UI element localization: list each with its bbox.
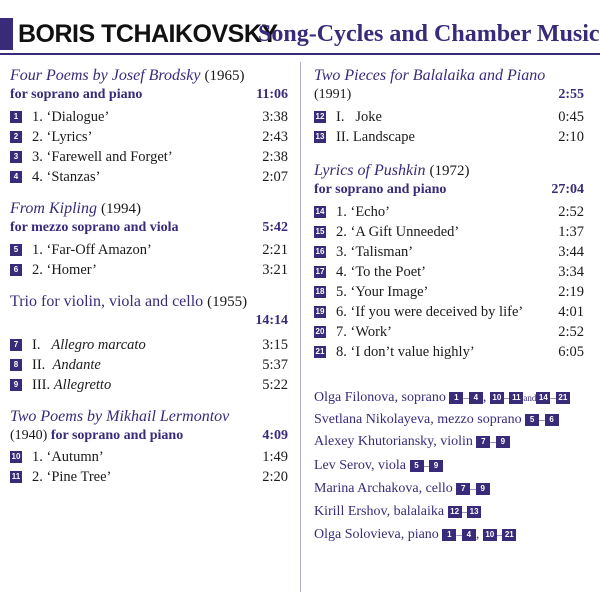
track-number: 14 bbox=[315, 207, 325, 216]
work-instrumentation: for mezzo soprano and viola bbox=[10, 220, 179, 235]
track-duration: 4:01 bbox=[558, 304, 584, 320]
track-duration: 5:37 bbox=[262, 357, 288, 373]
range-dash: – bbox=[423, 460, 430, 472]
track-title: 2. ‘A Gift Unneeded’ bbox=[336, 224, 460, 240]
track-number: 6 bbox=[10, 264, 22, 276]
track-badge: 7 bbox=[456, 483, 470, 495]
track-title: 3. ‘Farewell and Forget’ bbox=[32, 149, 173, 165]
range-dash: – bbox=[456, 529, 462, 541]
movement-tempo: Allegro marcato bbox=[51, 337, 146, 353]
album-subtitle: Song-Cycles and Chamber Music bbox=[258, 21, 600, 47]
track-duration: 1:37 bbox=[558, 224, 584, 240]
header-divider bbox=[0, 53, 600, 55]
track-number: 2 bbox=[10, 131, 22, 143]
track-title: I. Joke bbox=[336, 109, 382, 125]
work-date: (1991) bbox=[314, 87, 352, 102]
track-badge: 5 bbox=[525, 414, 539, 426]
work-title: Four Poems by Josef Brodsky bbox=[10, 67, 201, 84]
track-duration: 3:38 bbox=[262, 109, 288, 125]
track-title: 2. ‘Lyrics’ bbox=[32, 129, 93, 145]
work-total-time: 4:09 bbox=[262, 428, 288, 443]
work-date: (1940) bbox=[10, 428, 48, 443]
track-row[interactable] bbox=[314, 202, 584, 222]
track-badge: 4 bbox=[469, 392, 483, 404]
track-badge: 1 bbox=[442, 529, 456, 541]
work-title: Lyrics of Pushkin bbox=[314, 162, 426, 179]
track-row[interactable] bbox=[10, 375, 288, 395]
track-number: 7 bbox=[10, 339, 22, 351]
track-badge: 7 bbox=[476, 436, 490, 448]
track-row[interactable] bbox=[314, 322, 584, 342]
work-instrumentation: for soprano and piano bbox=[10, 87, 143, 102]
work-total-time: 11:06 bbox=[256, 87, 288, 102]
movement-number: III. bbox=[32, 377, 51, 393]
track-number: 17 bbox=[315, 267, 325, 276]
work-total-time: 2:55 bbox=[558, 87, 584, 102]
performer-name: Marina Archakova, cello bbox=[314, 481, 453, 496]
track-badge: 6 bbox=[545, 414, 559, 426]
track-badge: 12 bbox=[448, 506, 462, 518]
work-date: (1972) bbox=[429, 163, 470, 179]
performer-solovieva bbox=[314, 525, 516, 545]
track-duration: 3:15 bbox=[262, 337, 288, 353]
track-title: 1. ‘Echo’ bbox=[336, 204, 390, 220]
track-badge: 1 bbox=[449, 392, 463, 404]
track-number: 13 bbox=[315, 132, 325, 141]
performer-name: Olga Filonova, soprano bbox=[314, 390, 446, 405]
track-badge: 10 bbox=[483, 529, 497, 541]
performer-name: Lev Serov, viola bbox=[314, 458, 407, 473]
work-balalaika bbox=[314, 66, 584, 147]
track-badge: 13 bbox=[467, 506, 481, 518]
left-column bbox=[10, 66, 288, 487]
performer-serov bbox=[314, 456, 443, 476]
performer-khutoriansky bbox=[314, 432, 510, 452]
performer-archakova bbox=[314, 479, 490, 499]
work-date: (1965) bbox=[204, 68, 245, 84]
track-row[interactable] bbox=[10, 260, 288, 280]
performer-ershov bbox=[314, 502, 481, 522]
track-number: 16 bbox=[315, 247, 325, 256]
track-duration: 2:19 bbox=[558, 284, 584, 300]
track-duration: 5:22 bbox=[262, 377, 288, 393]
track-duration: 1:49 bbox=[262, 449, 288, 465]
track-row[interactable] bbox=[314, 222, 584, 242]
performer-filonova bbox=[314, 388, 570, 408]
work-instrumentation: for soprano and piano bbox=[314, 182, 447, 197]
track-row[interactable] bbox=[314, 242, 584, 262]
track-number: 10 bbox=[11, 452, 21, 461]
work-instrumentation: for soprano and piano bbox=[50, 428, 184, 443]
track-row[interactable] bbox=[314, 262, 584, 282]
track-row[interactable] bbox=[10, 167, 288, 187]
track-title: 3. ‘Talisman’ bbox=[336, 244, 414, 260]
track-duration: 2:52 bbox=[558, 204, 584, 220]
column-divider bbox=[300, 62, 301, 592]
track-title: 5. ‘Your Image’ bbox=[336, 284, 429, 300]
track-number: 9 bbox=[10, 379, 22, 391]
track-row[interactable] bbox=[10, 447, 288, 467]
track-badge: 9 bbox=[429, 460, 443, 472]
track-badge: 4 bbox=[462, 529, 476, 541]
track-duration: 2:21 bbox=[262, 242, 288, 258]
track-row[interactable] bbox=[314, 302, 584, 322]
track-title: 4. ‘To the Poet’ bbox=[336, 264, 426, 280]
track-number: 20 bbox=[315, 327, 325, 336]
track-badge: 21 bbox=[556, 392, 570, 404]
track-row[interactable] bbox=[10, 355, 288, 375]
track-duration: 2:20 bbox=[262, 469, 288, 485]
track-title: 1. ‘Dialogue’ bbox=[32, 109, 110, 125]
track-duration: 3:34 bbox=[558, 264, 584, 280]
track-duration: 3:21 bbox=[262, 262, 288, 278]
track-number: 15 bbox=[315, 227, 325, 236]
track-duration: 3:44 bbox=[558, 244, 584, 260]
performer-name: Kirill Ershov, balalaika bbox=[314, 504, 445, 519]
track-badge: 21 bbox=[502, 529, 516, 541]
track-title: 1. ‘Autumn’ bbox=[32, 449, 104, 465]
right-column bbox=[314, 66, 584, 362]
track-badge: 10 bbox=[490, 392, 504, 404]
movement-tempo: Andante bbox=[52, 357, 101, 373]
work-title: From Kipling bbox=[10, 200, 97, 217]
track-row[interactable] bbox=[314, 282, 584, 302]
work-trio bbox=[10, 292, 288, 395]
track-duration: 2:10 bbox=[558, 129, 584, 145]
work-title: Two Pieces for Balalaika and Piano bbox=[314, 67, 546, 84]
track-number: 3 bbox=[10, 151, 22, 163]
track-duration: 6:05 bbox=[558, 344, 584, 360]
header bbox=[0, 18, 600, 52]
and-word: and bbox=[523, 393, 537, 403]
header-accent-bar bbox=[0, 18, 13, 50]
track-duration: 2:07 bbox=[262, 169, 288, 185]
separator: , bbox=[475, 527, 480, 542]
track-badge: 9 bbox=[476, 483, 490, 495]
range-dash: – bbox=[496, 529, 503, 541]
separator: , bbox=[482, 390, 487, 405]
track-title: 2. ‘Pine Tree’ bbox=[32, 469, 112, 485]
track-title: 1. ‘Far-Off Amazon’ bbox=[32, 242, 152, 258]
work-pushkin bbox=[314, 161, 584, 362]
performer-nikolayeva bbox=[314, 410, 559, 430]
range-dash: – bbox=[539, 414, 545, 426]
movement-tempo: Allegretto bbox=[53, 377, 112, 393]
work-total-time: 14:14 bbox=[255, 313, 288, 328]
work-title: Two Poems by Mikhail Lermontov bbox=[10, 408, 230, 425]
work-title: Trio for violin, viola and cello bbox=[10, 293, 204, 310]
track-badge: 9 bbox=[496, 436, 510, 448]
track-number: 1 bbox=[10, 111, 22, 123]
track-number: 4 bbox=[10, 171, 22, 183]
range-dash: – bbox=[550, 392, 556, 404]
track-badge: 5 bbox=[410, 460, 424, 472]
track-number: 8 bbox=[10, 359, 22, 371]
track-number: 18 bbox=[315, 287, 325, 296]
track-row[interactable] bbox=[314, 107, 584, 127]
performer-name: Svetlana Nikolayeva, mezzo soprano bbox=[314, 412, 522, 427]
movement-number: I. bbox=[32, 337, 41, 353]
track-row[interactable] bbox=[10, 240, 288, 260]
work-date: (1955) bbox=[207, 294, 248, 310]
track-title: 2. ‘Homer’ bbox=[32, 262, 97, 278]
range-dash: – bbox=[503, 392, 510, 404]
track-title: 8. ‘I don’t value highly’ bbox=[336, 344, 475, 360]
track-number: 12 bbox=[315, 112, 325, 121]
track-number: 11 bbox=[11, 472, 21, 481]
work-date: (1994) bbox=[100, 201, 141, 217]
range-dash: – bbox=[463, 392, 469, 404]
track-title: 7. ‘Work’ bbox=[336, 324, 393, 340]
track-row[interactable] bbox=[314, 127, 584, 147]
track-number: 5 bbox=[10, 244, 22, 256]
range-dash: – bbox=[461, 506, 468, 518]
performer-name: Olga Solovieva, piano bbox=[314, 527, 439, 542]
work-brodsky bbox=[10, 66, 288, 187]
range-dash: – bbox=[490, 436, 496, 448]
performer-name: Alexey Khutoriansky, violin bbox=[314, 434, 473, 449]
track-duration: 2:52 bbox=[558, 324, 584, 340]
track-badge: 14 bbox=[536, 392, 550, 404]
movement-number: II. bbox=[32, 357, 46, 373]
work-total-time: 27:04 bbox=[551, 182, 584, 197]
work-kipling bbox=[10, 199, 288, 280]
range-dash: – bbox=[470, 483, 476, 495]
track-title: II. Landscape bbox=[336, 129, 415, 145]
track-row[interactable] bbox=[10, 127, 288, 147]
track-row[interactable] bbox=[10, 335, 288, 355]
composer-name: BORIS TCHAIKOVSKY bbox=[18, 20, 278, 48]
track-row[interactable] bbox=[314, 342, 584, 362]
work-lermontov bbox=[10, 407, 288, 487]
track-number: 19 bbox=[315, 307, 325, 316]
track-duration: 0:45 bbox=[558, 109, 584, 125]
track-row[interactable] bbox=[10, 467, 288, 487]
track-badge: 11 bbox=[509, 392, 523, 404]
track-duration: 2:43 bbox=[262, 129, 288, 145]
track-duration: 2:38 bbox=[262, 149, 288, 165]
track-row[interactable] bbox=[10, 107, 288, 127]
track-title: 6. ‘If you were deceived by life’ bbox=[336, 304, 524, 320]
track-row[interactable] bbox=[10, 147, 288, 167]
track-title: 4. ‘Stanzas’ bbox=[32, 169, 101, 185]
track-number: 21 bbox=[315, 347, 325, 356]
work-total-time: 5:42 bbox=[262, 220, 288, 235]
